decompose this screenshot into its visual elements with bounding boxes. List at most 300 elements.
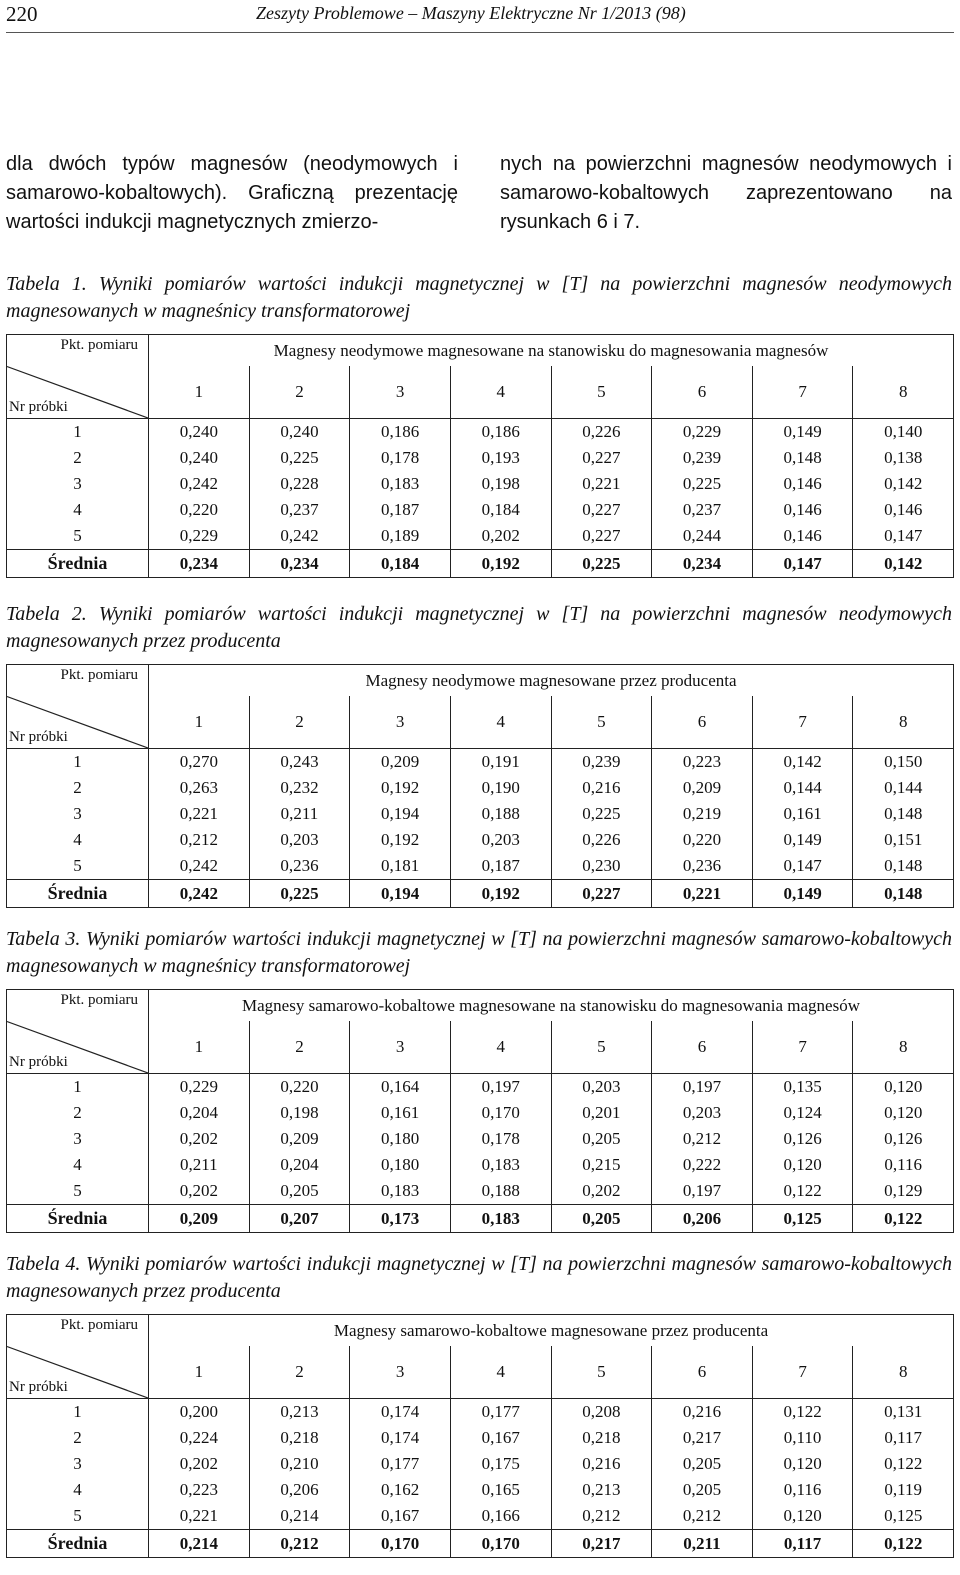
table-cell: 0,129 [853,1178,954,1205]
column-header: 8 [853,1021,954,1074]
table-cell: 0,167 [350,1503,451,1530]
average-cell: 0,225 [249,880,350,908]
table-cell: 0,188 [450,1178,551,1205]
journal-title: Zeszyty Problemowe – Maszyny Elektryczne Nr 1/2013 (98) [256,3,686,23]
table-caption-label: Tabela 3. [6,928,81,950]
average-cell: 0,173 [350,1205,451,1233]
average-cell: 0,192 [450,550,551,578]
table-cell: 0,122 [752,1178,853,1205]
average-cell: 0,117 [752,1530,853,1558]
table-row [7,775,954,801]
table-cell: 0,229 [149,1074,250,1101]
table-cell: 0,150 [853,749,954,776]
table-cell: 0,135 [752,1074,853,1101]
table-cell: 0,216 [551,775,652,801]
table-cell: 0,110 [752,1425,853,1451]
table-caption-label: Tabela 2. [6,603,87,625]
table-cell: 0,120 [752,1152,853,1178]
table-row [7,1451,954,1477]
table-cell: 0,203 [450,827,551,853]
table-row [7,1126,954,1152]
table-cell: 0,146 [853,497,954,523]
table-cell: 0,209 [652,775,753,801]
column-header: 2 [249,696,350,749]
table-cell: 0,191 [450,749,551,776]
table-cell: 0,147 [853,523,954,550]
average-cell: 0,147 [752,550,853,578]
table-cell: 0,227 [551,497,652,523]
average-cell: 0,170 [350,1530,451,1558]
table-cell: 0,187 [350,497,451,523]
average-cell: 0,183 [450,1205,551,1233]
measurement-table [6,664,954,908]
table-cell: 0,161 [350,1100,451,1126]
table-cell: 0,126 [853,1126,954,1152]
table-cell: 0,188 [450,801,551,827]
average-row [7,550,954,578]
column-header: 2 [249,1346,350,1399]
table-cell: 0,178 [350,445,451,471]
table-caption [6,601,952,655]
table-cell: 0,148 [752,445,853,471]
table-cell: 0,225 [551,801,652,827]
average-cell: 0,194 [350,880,451,908]
table-cell: 0,203 [551,1074,652,1101]
table-row [7,497,954,523]
table-cell: 0,208 [551,1399,652,1426]
table-cell: 0,242 [249,523,350,550]
table-cell: 0,197 [450,1074,551,1101]
average-cell: 0,234 [149,550,250,578]
page-number: 220 [6,2,38,26]
table-cell: 0,209 [249,1126,350,1152]
table-cell: 0,183 [350,471,451,497]
table-cell: 0,214 [249,1503,350,1530]
average-cell: 0,211 [652,1530,753,1558]
column-header: 3 [350,366,451,419]
measurement-table [6,989,954,1233]
average-cell: 0,122 [853,1530,954,1558]
table-cell: 0,165 [450,1477,551,1503]
column-header: 6 [652,1021,753,1074]
table-cell: 0,204 [149,1100,250,1126]
table-cell: 0,194 [350,801,451,827]
table-cell: 0,161 [752,801,853,827]
table-cell: 0,236 [652,853,753,880]
table-cell: 0,212 [149,827,250,853]
column-header: 7 [752,366,853,419]
column-header: 2 [249,1021,350,1074]
table-cell: 0,243 [249,749,350,776]
table-cell: 0,225 [652,471,753,497]
table-cell: 0,242 [149,853,250,880]
average-cell: 0,227 [551,880,652,908]
column-header: 8 [853,366,954,419]
table-cell: 0,202 [149,1451,250,1477]
row-sample-number: 3 [7,801,149,827]
table-cell: 0,148 [853,801,954,827]
table-cell: 0,201 [551,1100,652,1126]
table-corner-cell [7,1315,149,1399]
table-cell: 0,202 [551,1178,652,1205]
average-cell: 0,125 [752,1205,853,1233]
table-row [7,1178,954,1205]
table-cell: 0,125 [853,1503,954,1530]
column-header: 5 [551,1346,652,1399]
table-cell: 0,239 [652,445,753,471]
table-cell: 0,221 [149,801,250,827]
table-cell: 0,212 [652,1503,753,1530]
table-cell: 0,227 [551,523,652,550]
average-cell: 0,192 [450,880,551,908]
corner-label-sample-number: Nr próbki [9,1054,68,1070]
table-cell: 0,197 [652,1074,753,1101]
table-cell: 0,220 [149,497,250,523]
table-corner-cell [7,990,149,1074]
table-cell: 0,203 [652,1100,753,1126]
table-cell: 0,226 [551,827,652,853]
table-cell: 0,203 [249,827,350,853]
average-label: Średnia [7,1530,149,1558]
table-cell: 0,187 [450,853,551,880]
corner-label-measurement-point: Pkt. pomiaru [60,992,138,1008]
column-header: 8 [853,1346,954,1399]
table-cell: 0,192 [350,827,451,853]
table-cell: 0,205 [652,1477,753,1503]
column-header: 6 [652,1346,753,1399]
table-cell: 0,124 [752,1100,853,1126]
table-cell: 0,209 [350,749,451,776]
table-cell: 0,202 [149,1126,250,1152]
table-cell: 0,225 [249,445,350,471]
average-cell: 0,234 [249,550,350,578]
table-cell: 0,221 [551,471,652,497]
row-sample-number: 4 [7,827,149,853]
table-corner-cell [7,335,149,419]
table-cell: 0,242 [149,471,250,497]
column-header: 3 [350,1021,451,1074]
table-cell: 0,183 [350,1178,451,1205]
row-sample-number: 4 [7,1152,149,1178]
table-cell: 0,175 [450,1451,551,1477]
table-cell: 0,167 [450,1425,551,1451]
table-cell: 0,151 [853,827,954,853]
table-cell: 0,146 [752,497,853,523]
table-cell: 0,217 [652,1425,753,1451]
table-cell: 0,221 [149,1503,250,1530]
intro-paragraph-right: nych na powierzchni magnesów neodymowych i samarowo-kobaltowych zaprezentowano na rysunkach 6 i 7. [500,153,952,233]
table-cell: 0,205 [249,1178,350,1205]
table-caption-label: Tabela 1. [6,273,87,295]
table-cell: 0,146 [752,471,853,497]
row-sample-number: 3 [7,1126,149,1152]
table-row [7,1152,954,1178]
column-header: 8 [853,696,954,749]
row-sample-number: 3 [7,1451,149,1477]
table-cell: 0,229 [652,419,753,446]
average-cell: 0,234 [652,550,753,578]
table-cell: 0,144 [752,775,853,801]
table-row [7,523,954,550]
row-sample-number: 2 [7,1100,149,1126]
table-row [7,749,954,776]
table-cell: 0,239 [551,749,652,776]
row-sample-number: 4 [7,497,149,523]
column-header: 6 [652,696,753,749]
table-caption [6,271,952,325]
row-sample-number: 5 [7,1503,149,1530]
row-sample-number: 1 [7,419,149,446]
table-cell: 0,213 [551,1477,652,1503]
row-sample-number: 2 [7,445,149,471]
column-header: 3 [350,1346,451,1399]
table-group-header: Magnesy neodymowe magnesowane przez producenta [149,665,954,697]
column-header: 3 [350,696,451,749]
column-header: 5 [551,696,652,749]
table-cell: 0,237 [249,497,350,523]
table-cell: 0,198 [450,471,551,497]
table-caption-text: Wyniki pomiarów wartości indukcji magnetycznej w [T] na powierzchni magnesów samarowo-kobaltowych magnesowanych w magneśnicy transformatorowej [6,928,952,977]
average-cell: 0,209 [149,1205,250,1233]
table-corner-cell [7,665,149,749]
table-caption [6,926,952,980]
corner-label-sample-number: Nr próbki [9,729,68,745]
table-cell: 0,116 [853,1152,954,1178]
column-header: 1 [149,1021,250,1074]
table-cell: 0,178 [450,1126,551,1152]
table-cell: 0,216 [551,1451,652,1477]
average-cell: 0,205 [551,1205,652,1233]
row-sample-number: 2 [7,1425,149,1451]
row-sample-number: 5 [7,1178,149,1205]
table-cell: 0,215 [551,1152,652,1178]
column-header: 7 [752,1021,853,1074]
corner-label-measurement-point: Pkt. pomiaru [60,667,138,683]
table-cell: 0,120 [752,1503,853,1530]
table-cell: 0,236 [249,853,350,880]
table-cell: 0,149 [752,827,853,853]
corner-label-measurement-point: Pkt. pomiaru [60,337,138,353]
table-cell: 0,126 [752,1126,853,1152]
table-cell: 0,263 [149,775,250,801]
table-cell: 0,211 [149,1152,250,1178]
table-row [7,1100,954,1126]
column-header: 7 [752,696,853,749]
table-cell: 0,230 [551,853,652,880]
average-cell: 0,122 [853,1205,954,1233]
table-cell: 0,220 [652,827,753,853]
table-cell: 0,149 [752,419,853,446]
measurement-table [6,1314,954,1558]
average-cell: 0,207 [249,1205,350,1233]
column-header: 4 [450,366,551,419]
table-cell: 0,204 [249,1152,350,1178]
table-caption-text: Wyniki pomiarów wartości indukcji magnetycznej w [T] na powierzchni magnesów neodymowych magnesowanych w magneśnicy transformatorowej [6,273,952,322]
corner-label-sample-number: Nr próbki [9,399,68,415]
table-cell: 0,192 [350,775,451,801]
column-header: 1 [149,696,250,749]
table-row [7,1503,954,1530]
table-row [7,1477,954,1503]
column-header: 4 [450,696,551,749]
table-cell: 0,212 [652,1126,753,1152]
table-cell: 0,228 [249,471,350,497]
table-cell: 0,224 [149,1425,250,1451]
table-cell: 0,211 [249,801,350,827]
column-header: 4 [450,1021,551,1074]
intro-paragraph-left: dla dwóch typów magnesów (neodymowych i samarowo-kobaltowych). Graficzną prezentację wartości indukcji magnetycznych zmierzo- [6,153,458,233]
average-cell: 0,149 [752,880,853,908]
table-cell: 0,190 [450,775,551,801]
measurement-table [6,334,954,578]
table-cell: 0,148 [853,853,954,880]
row-sample-number: 1 [7,1399,149,1426]
table-cell: 0,229 [149,523,250,550]
average-row [7,1530,954,1558]
table-row [7,419,954,446]
column-header: 1 [149,366,250,419]
average-cell: 0,225 [551,550,652,578]
table-caption-text: Wyniki pomiarów wartości indukcji magnetycznej w [T] na powierzchni magnesów neodymowych magnesowanych przez producenta [6,603,952,652]
table-cell: 0,120 [853,1074,954,1101]
column-header: 5 [551,1021,652,1074]
table-cell: 0,186 [450,419,551,446]
table-cell: 0,164 [350,1074,451,1101]
column-header: 1 [149,1346,250,1399]
header-rule [6,32,954,33]
table-cell: 0,144 [853,775,954,801]
table-cell: 0,226 [551,419,652,446]
table-cell: 0,212 [551,1503,652,1530]
average-row [7,880,954,908]
table-caption-text: Wyniki pomiarów wartości indukcji magnetycznej w [T] na powierzchni magnesów samarowo-kobaltowych magnesowanych przez producenta [6,1253,952,1302]
table-row [7,445,954,471]
table-cell: 0,122 [853,1451,954,1477]
row-sample-number: 4 [7,1477,149,1503]
table-cell: 0,213 [249,1399,350,1426]
table-caption [6,1251,952,1305]
corner-label-measurement-point: Pkt. pomiaru [60,1317,138,1333]
table-cell: 0,218 [249,1425,350,1451]
row-sample-number: 2 [7,775,149,801]
table-cell: 0,202 [450,523,551,550]
table-cell: 0,219 [652,801,753,827]
table-group-header: Magnesy neodymowe magnesowane na stanowisku do magnesowania magnesów [149,335,954,367]
table-cell: 0,210 [249,1451,350,1477]
corner-label-sample-number: Nr próbki [9,1379,68,1395]
row-sample-number: 1 [7,1074,149,1101]
table-cell: 0,119 [853,1477,954,1503]
table-cell: 0,218 [551,1425,652,1451]
table-cell: 0,140 [853,419,954,446]
table-cell: 0,189 [350,523,451,550]
average-cell: 0,148 [853,880,954,908]
table-cell: 0,223 [652,749,753,776]
average-cell: 0,214 [149,1530,250,1558]
table-cell: 0,116 [752,1477,853,1503]
table-cell: 0,205 [551,1126,652,1152]
average-label: Średnia [7,550,149,578]
average-label: Średnia [7,1205,149,1233]
table-group-header: Magnesy samarowo-kobaltowe magnesowane na stanowisku do magnesowania magnesów [149,990,954,1022]
average-cell: 0,221 [652,880,753,908]
row-sample-number: 5 [7,853,149,880]
average-cell: 0,170 [450,1530,551,1558]
table-row [7,471,954,497]
average-row [7,1205,954,1233]
table-row [7,827,954,853]
table-cell: 0,162 [350,1477,451,1503]
column-header: 5 [551,366,652,419]
table-cell: 0,223 [149,1477,250,1503]
table-row [7,853,954,880]
row-sample-number: 1 [7,749,149,776]
table-cell: 0,232 [249,775,350,801]
table-cell: 0,146 [752,523,853,550]
table-cell: 0,240 [149,445,250,471]
table-cell: 0,122 [752,1399,853,1426]
average-cell: 0,142 [853,550,954,578]
table-caption-label: Tabela 4. [6,1253,81,1275]
table-cell: 0,177 [450,1399,551,1426]
table-cell: 0,202 [149,1178,250,1205]
table-row [7,1425,954,1451]
table-cell: 0,147 [752,853,853,880]
table-cell: 0,120 [752,1451,853,1477]
table-cell: 0,244 [652,523,753,550]
average-cell: 0,206 [652,1205,753,1233]
table-cell: 0,142 [752,749,853,776]
table-cell: 0,117 [853,1425,954,1451]
table-cell: 0,184 [450,497,551,523]
table-cell: 0,183 [450,1152,551,1178]
table-cell: 0,193 [450,445,551,471]
table-cell: 0,174 [350,1399,451,1426]
column-header: 6 [652,366,753,419]
table-cell: 0,177 [350,1451,451,1477]
average-cell: 0,184 [350,550,451,578]
table-cell: 0,181 [350,853,451,880]
table-cell: 0,170 [450,1100,551,1126]
table-cell: 0,240 [249,419,350,446]
table-cell: 0,180 [350,1152,451,1178]
table-cell: 0,237 [652,497,753,523]
table-cell: 0,200 [149,1399,250,1426]
average-cell: 0,217 [551,1530,652,1558]
average-cell: 0,242 [149,880,250,908]
table-cell: 0,138 [853,445,954,471]
row-sample-number: 3 [7,471,149,497]
table-cell: 0,222 [652,1152,753,1178]
table-row [7,1399,954,1426]
table-cell: 0,220 [249,1074,350,1101]
column-header: 2 [249,366,350,419]
column-header: 4 [450,1346,551,1399]
table-cell: 0,180 [350,1126,451,1152]
table-cell: 0,206 [249,1477,350,1503]
table-cell: 0,120 [853,1100,954,1126]
table-cell: 0,216 [652,1399,753,1426]
table-cell: 0,205 [652,1451,753,1477]
column-header: 7 [752,1346,853,1399]
table-cell: 0,174 [350,1425,451,1451]
average-cell: 0,212 [249,1530,350,1558]
table-row [7,1074,954,1101]
table-cell: 0,142 [853,471,954,497]
table-cell: 0,131 [853,1399,954,1426]
table-cell: 0,197 [652,1178,753,1205]
table-cell: 0,166 [450,1503,551,1530]
